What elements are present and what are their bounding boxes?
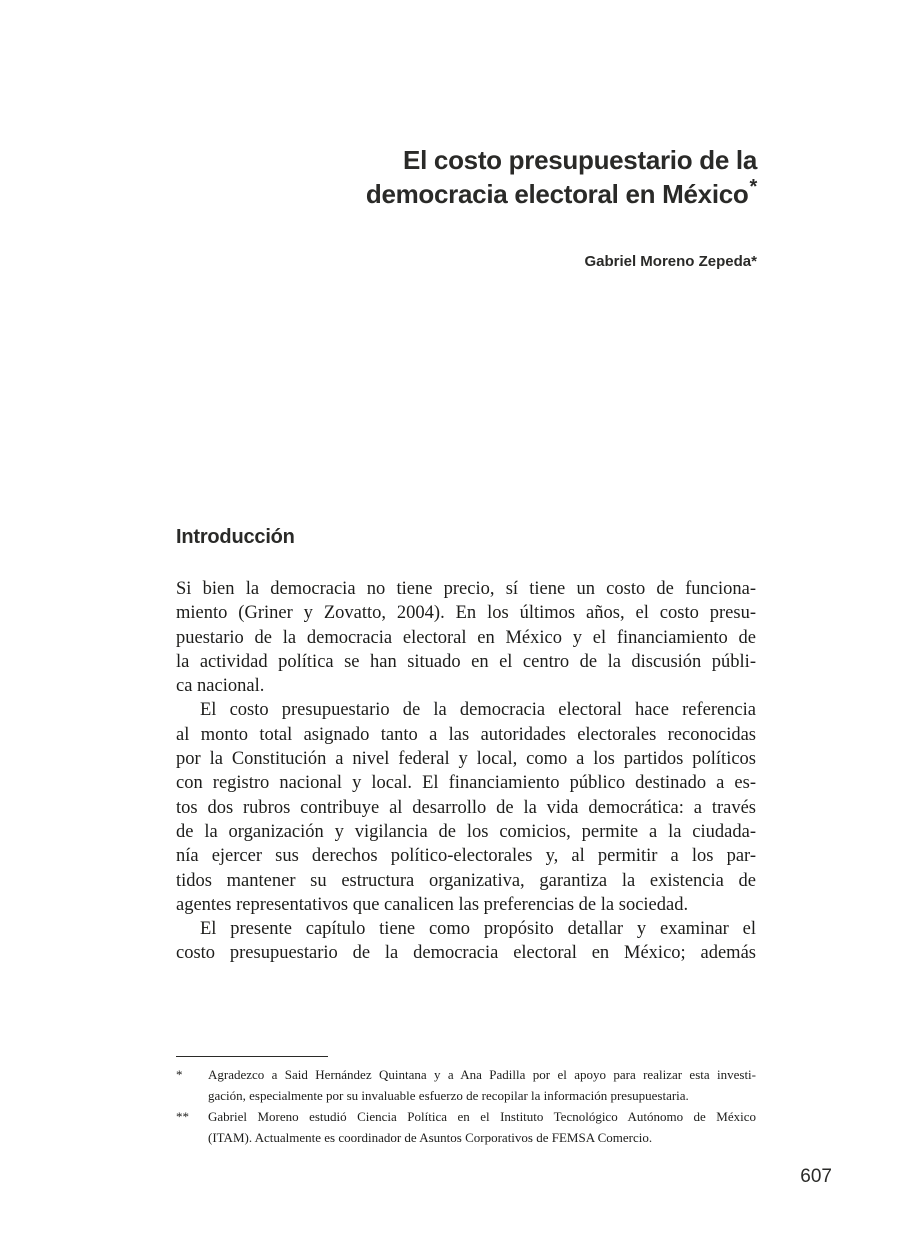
body-line: al monto total asignado tanto a las autoridades electorales reconocidas	[176, 724, 756, 745]
body-line: con registro nacional y local. El financiamiento público destinado a es-	[176, 773, 756, 794]
author-name: Gabriel Moreno Zepeda*	[584, 253, 757, 270]
footnote-mark: **	[176, 1109, 189, 1124]
body-line: por la Constitución a nivel federal y local, como a los partidos políticos	[176, 749, 756, 770]
body-line: de la organización y vigilancia de los comicios, permite a la ciudada-	[176, 821, 756, 842]
footnote-line: gación, especialmente por su invaluable esfuerzo de recopilar la información presupuestaria.	[208, 1088, 689, 1103]
footnote	[176, 1106, 756, 1148]
body-line: agentes representativos que canalicen las preferencias de la sociedad.	[176, 894, 689, 915]
footnote-line: Agradezco a Said Hernández Quintana y a Ana Padilla por el apoyo para realizar esta investi-	[208, 1067, 756, 1082]
title-footnote-marker: *	[749, 176, 757, 198]
body-line: nía ejercer sus derechos político-electorales y, al permitir a los par-	[176, 846, 756, 867]
chapter-title-line-2-text: democracia electoral en México	[365, 179, 749, 209]
chapter-title	[300, 143, 757, 211]
body-line: El costo presupuestario de la democracia electoral hace referencia	[200, 700, 756, 721]
chapter-title-line-2	[300, 177, 757, 211]
footnotes	[176, 1064, 756, 1148]
page-number: 607	[800, 1166, 832, 1187]
footnote-mark: *	[176, 1067, 183, 1082]
footnote	[176, 1064, 756, 1106]
body-line: costo presupuestario de la democracia electoral en México; además	[176, 943, 756, 964]
body-text	[176, 577, 756, 966]
section-heading: Introducción	[176, 526, 295, 548]
body-line: puestario de la democracia electoral en México y el financiamiento de	[176, 627, 756, 648]
body-line: tos dos rubros contribuye al desarrollo de la vida democrática: a través	[176, 797, 756, 818]
chapter-title-line-1: El costo presupuestario de la	[403, 145, 757, 175]
body-line: tidos mantener su estructura organizativa, garantiza la existencia de	[176, 870, 756, 891]
body-line: Si bien la democracia no tiene precio, sí tiene un costo de funciona-	[176, 579, 756, 599]
body-line: El presente capítulo tiene como propósito detallar y examinar el	[200, 919, 756, 940]
footnote-line: Gabriel Moreno estudió Ciencia Política en el Instituto Tecnológico Autónomo de México	[208, 1109, 756, 1124]
footnote-divider	[176, 1056, 328, 1057]
body-line: la actividad política se han situado en el centro de la discusión públi-	[176, 651, 756, 672]
footnote-line: (ITAM). Actualmente es coordinador de Asuntos Corporativos de FEMSA Comercio.	[208, 1130, 653, 1145]
body-line: ca nacional.	[176, 676, 265, 697]
body-line: miento (Griner y Zovatto, 2004). En los últimos años, el costo presu-	[176, 603, 756, 624]
